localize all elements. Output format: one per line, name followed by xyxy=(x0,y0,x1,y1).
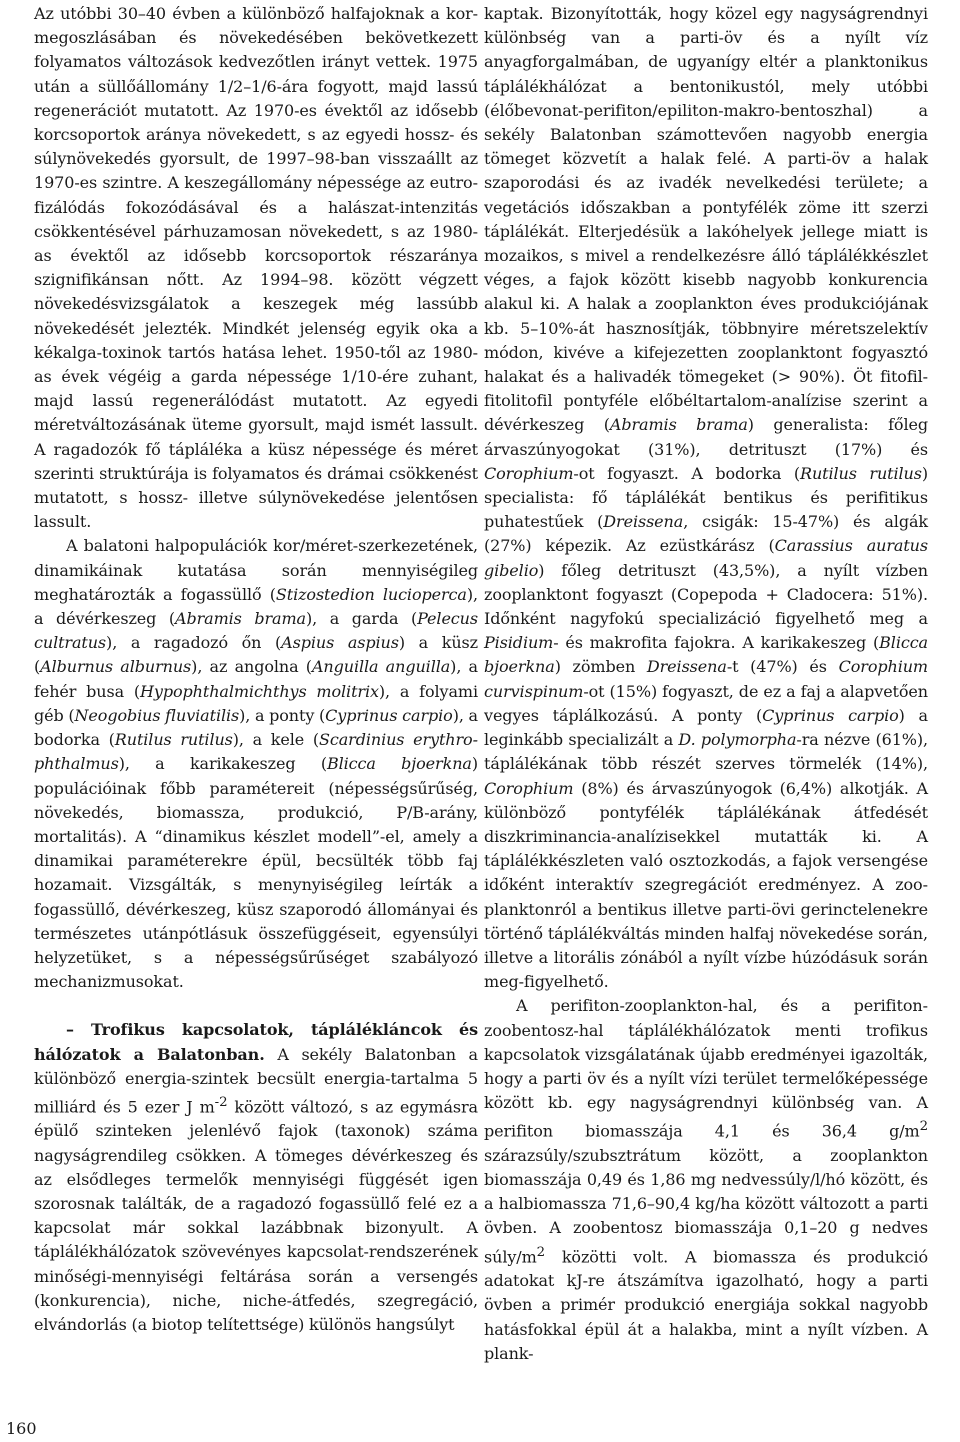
text-run: ) specialista: fő táplálékát bentikus és perifitikus puhatestűek ( xyxy=(484,463,929,532)
text-run: ) főleg detrituszt (43,5%), a nyílt vízben zooplanktont fogyaszt (Copepoda + Cladocera: 51%). Időnként nagyfokú specializáció figyelhető meg a xyxy=(484,560,928,629)
paragraph xyxy=(484,994,928,1366)
text-run: ), a karikakeszeg ( xyxy=(118,754,327,774)
text-run: közötti volt. A biomassza és produkció adatokat kJ-re átszámítva igazolható, hogy a parti övben a primér produkció energiája sokkal nagyobb hatásfokkal épül át a halakba, mint a nyílt vízben. A plank- xyxy=(484,1247,928,1363)
species-name: Dreissena xyxy=(646,657,727,677)
text-run: A sekély Balatonban a különböző energia-szintek becsült energia-tartalma 5 milliárd és 5 ezer J m xyxy=(34,1044,478,1117)
paragraph xyxy=(34,534,478,994)
text-run: , csigák: 15-47%) és algák (27%) képezik. Az ezüstkárász ( xyxy=(484,512,928,556)
text-run: (8%) és árvaszúnyogok (6,4%) alkotják. A különböző pontyfélék táplálékának átfedését diszkriminancia-analízisekkel mutatták ki. A táplálékkészleten való osztozkodás, a fajok versengése időként interaktív szegregációt eredményez. A zooplanktonról a bentikus illetve parti-övi gerinctelenekre történő táplálékváltás minden halfaj növekedése során, illetve a litorális zónából a nyílt vízbe húzódásuk során meg-figyelhető. xyxy=(484,778,928,992)
text-run: kaptak. Bizonyították, hogy közel egy nagyságrendnyi különbség van a parti-öv és a nyílt víz anyagforgalmában, de ugyanígy eltér a planktonikus táplálékhálózat a bentonikustól, mely utóbbi (élőbevonat-perifiton/epiliton-makro-bentoszhal) a sekély Balatonban számottevően nagyobb energia tömeget közvetít a halak felé. A parti-öv a halak szaporodási és az ivadék nevelkedési területe; a vegetációs időszakban a pontyfélék zöme itt szerzi táplálékát. Elterjedésük a lakóhelyek jellege miatt is mozaikos, s mivel a rendelkezésre álló táplálékkészlet véges, a fajok között kisebb nagyobb konkurencia alakul ki. A halak a zooplankton éves produkciójának kb. 5–10%-át hasznosítják, többnyire méretszelektív módon, kivéve a kifejezetten zooplanktont fogyasztó halakat és a halivadék tömegeket (> 90%). Öt fitofil-fitolitofil pontyféle előbéltartalom-analízise szerint a dévérkeszeg ( xyxy=(484,4,928,435)
species-name: Aspius aspius xyxy=(281,633,399,653)
species-name: Cyprinus carpio xyxy=(762,705,899,725)
species-name: Blicca bjoerkna xyxy=(484,633,928,677)
species-name: Corophium xyxy=(484,463,574,483)
page-number: 160 xyxy=(6,1419,37,1438)
text-run: ), a fehér busa ( xyxy=(34,657,478,701)
species-name: Pelecus cultratus xyxy=(34,609,478,653)
species-name: Corophium curvispinum xyxy=(484,657,928,701)
text-run: -t (47%) és xyxy=(726,657,839,677)
text-run: ), az angolna ( xyxy=(191,657,312,677)
text-run: ), a folyami géb ( xyxy=(34,681,478,725)
text-run: ) a küsz ( xyxy=(34,633,478,677)
text-run: ), a bodorka ( xyxy=(34,705,479,750)
species-name: Abramis brama xyxy=(609,415,748,435)
text-run: között változó, s az egymásra épülő szinteken jelenlévő fajok (taxonok) száma nagyságrendileg csökken. A tömeges dévérkeszeg és az elsődleges termelők mennyiségi függését igen szorosnak találták, de a ragadozó fogassüllő felé ez a kapcsolat már sokkal lazábbnak bizonyult. A táplálékhálózatok szövevényes kapcsolat-rendszerének minőségi-mennyiségi feltárása során a versengés (konkurencia), niche, niche-átfedés, szegregáció, elvándorlás (a biotop telítettsége) különös hangsúlyt xyxy=(34,1097,478,1335)
left-column xyxy=(34,2,478,1337)
paragraph xyxy=(34,2,478,534)
text-run: A balatoni halpopulációk kor/méret-szerkezetének, dinamikáinak kutatása során mennyiségileg meghatározták a fogassüllő ( xyxy=(34,536,478,604)
superscript: 2 xyxy=(536,1244,546,1260)
species-name: Scardinius erythrophthalmus xyxy=(34,730,478,774)
species-name: Carassius auratus gibelio xyxy=(484,536,928,580)
text-run: szárazsúly/szubsztrátum között, a zooplankton biomasszája 0,49 és 1,86 mg nedvessúly/l/hó között, és a halbiomassza 71,6–90,4 kg/ha között változott a parti övben. A zoobentosz biomasszája 0,1–20 g nedves súly/m xyxy=(484,1145,928,1267)
species-name: Dreissena xyxy=(603,512,684,532)
species-name: Rutilus rutilus xyxy=(114,730,233,750)
species-name: Stizostedion lucioperca xyxy=(275,584,467,604)
species-name: Alburnus alburnus xyxy=(40,657,192,677)
text-run: A perifiton-zooplankton-hal, és a perifitonzoobentosz-hal táplálékhálózatok menti trofikus kapcsolatok vizsgálatának újabb eredményei igazolták, hogy a parti öv és a nyílt vízi terület termelőképessége között kb. egy nagyságrendnyi különbség van. A perifiton biomasszája 4,1 és 36,4 g/m xyxy=(484,996,928,1141)
superscript: 2 xyxy=(919,1119,928,1135)
text-run: -ot (15%) fogyaszt, de ez a faj a alapvetően vegyes táplálkozású. A ponty ( xyxy=(484,681,928,725)
text-run: ), a ragadozó őn ( xyxy=(106,633,282,653)
species-name: Rutilus rutilus xyxy=(800,463,922,483)
text-run: -ra nézve (61%), táplálékának több részét szerves törmelék (14%), xyxy=(484,730,929,774)
paragraph xyxy=(484,2,928,994)
species-name: Hypophthalmichthys molitrix xyxy=(140,681,379,701)
species-name: D. polymorpha xyxy=(678,730,797,750)
text-run: ), a garda ( xyxy=(306,609,418,629)
species-name: Blicca bjoerkna xyxy=(326,754,472,774)
text-run: Az utóbbi 30–40 évben a különböző halfajoknak a kor-megoszlásában és növekedésében bekövetkezett folyamatos változások kedvezőtlen irányt vettek. 1975 után a süllőállomány 1/2–1/6-ára fogyott, majd lassú regenerációt mutatott. Az 1970-es évektől az idősebb korcsoportok aránya növekedett, s az egyedi hossz- és súlynövekedés gyorsult, de 1997–98-ban visszaállt az 1970-es szintre. A keszegállomány népessége az eutrofizálódás fokozódásával és a halászat-intenzitás csökkentésével párhuzamosan növekedett, s az 1980-as évektől az idősebb korcsoportok részaránya szignifikánsan nőtt. Az 1994–98. között végzett növekedésvizsgálatok a keszegek még lassúbb növekedését jelezték. Mindkét jelenség egyik oka a kékalga-toxinok tartós hatása lehet. 1950-től az 1980-as évek végéig a garda népessége 1/10-ére zuhant, majd lassú regenerálódást mutatott. Az egyedi méretváltozásának üteme gyorsult, majd ismét lassult. A ragadozók fő tápláléka a küsz népessége és méret szerinti struktúrája is folyamatos és drámai csökkenést mutatott, s hossz- illetve súlynövekedése jelentősen lassult. xyxy=(34,4,478,532)
text-run: ) populációinak főbb paramétereit (népességsűrűség, növekedés, biomassza, produkció, P/B-arány, mortalitás). A “dinamikus készlet modell”-el, amely a dinamikai paraméterekre épül, becsülték több faj hozamait. Vizsgálták, s menynyiségileg leírták a fogassüllő, dévérkeszeg, küsz szaporodó állományai és természetes utánpótlásuk összefüggéseit, egyensúlyi helyzetüket, s a népességsűrűséget szabályozó mechanizmusokat. xyxy=(34,754,478,992)
section-paragraph xyxy=(34,1018,478,1337)
text-run: ), a dévérkeszeg ( xyxy=(34,584,478,629)
text-run: - és makrofita fajokra. A karikakeszeg ( xyxy=(553,633,880,653)
text-run: ), a ponty ( xyxy=(239,705,326,725)
text-run: -ot fogyaszt. A bodorka ( xyxy=(573,463,801,483)
species-name: Cyprinus carpio xyxy=(325,705,453,725)
species-name: Anguilla anguilla xyxy=(311,657,451,677)
right-column xyxy=(484,2,928,1366)
text-run: ) generalista: főleg árvaszúnyogokat (31%), detrituszt (17%) és xyxy=(484,415,928,459)
text-run: ) zömben xyxy=(554,657,647,677)
species-name: Abramis brama xyxy=(175,609,306,629)
species-name: Neogobius fluviatilis xyxy=(74,705,240,725)
section-heading: – Trofikus kapcsolatok, táplálékláncok és hálózatok a Balatonban. xyxy=(34,1020,478,1064)
species-name: Corophium xyxy=(484,778,574,798)
text-run: ), a kele ( xyxy=(232,730,319,750)
text-run: ) a leginkább specializált a xyxy=(484,705,928,750)
species-name: Pisidium xyxy=(484,633,554,653)
superscript: -2 xyxy=(214,1094,228,1110)
